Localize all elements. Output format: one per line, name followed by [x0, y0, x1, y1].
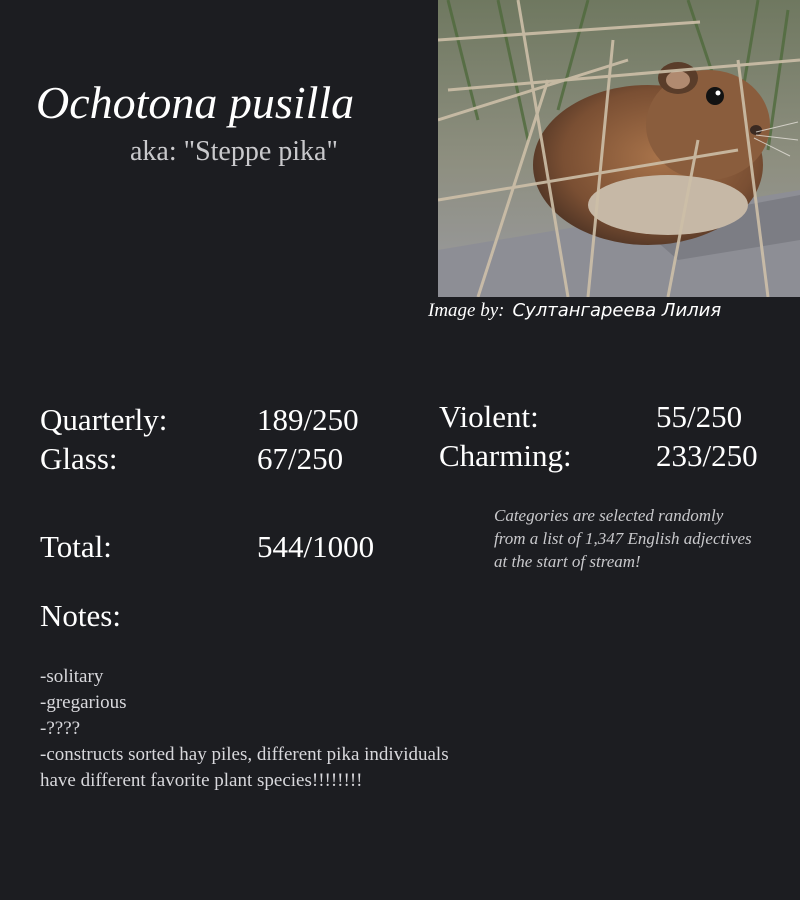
note-item: have different favorite plant species!!!!!!!!: [40, 770, 363, 791]
stat-violent-label: Violent:: [439, 399, 539, 434]
note-item: -solitary: [40, 666, 104, 687]
note-item: -????: [40, 718, 81, 739]
notes-heading: Notes:: [40, 598, 121, 633]
stat-quarterly-label: Quarterly:: [40, 402, 168, 437]
categories-note: Categories are selected randomly from a list of 1,347 English adjectives at the start of stream!: [494, 506, 752, 571]
image-credit: [428, 300, 721, 322]
stat-violent-value: 55/250: [656, 399, 743, 434]
stat-charming-label: Charming:: [439, 438, 572, 473]
stat-total-label: Total:: [40, 529, 112, 564]
notes-list: [40, 664, 449, 794]
note-item: -constructs sorted hay piles, different pika individuals: [40, 744, 449, 765]
stat-glass-value: 67/250: [257, 441, 344, 476]
stat-total-value: 544/1000: [257, 529, 375, 564]
image-credit-name: Султангареева Лилия: [512, 300, 722, 321]
common-name: aka: "Steppe pika": [130, 136, 338, 167]
pika-photo: [438, 0, 800, 297]
image-credit-label: Image by:: [428, 300, 505, 321]
note-item: -gregarious: [40, 692, 127, 713]
stat-glass-label: Glass:: [40, 441, 118, 476]
stat-charming-value: 233/250: [656, 438, 758, 473]
page-title: Ochotona pusilla: [36, 77, 355, 128]
stat-quarterly-value: 189/250: [257, 402, 359, 437]
